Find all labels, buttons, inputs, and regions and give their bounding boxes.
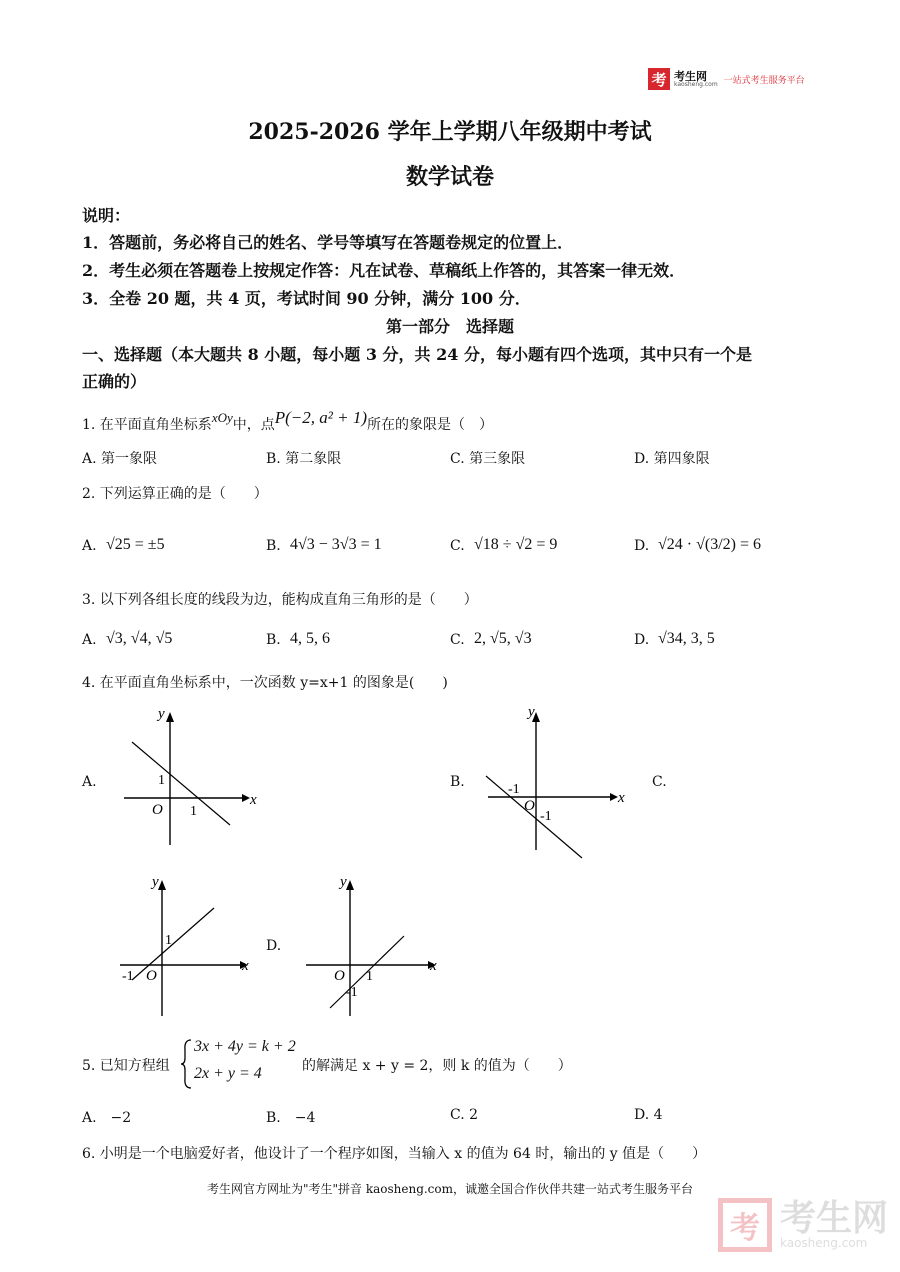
q5-option-c: C. 2	[450, 1107, 479, 1123]
q1-option-a: A. 第一象限	[82, 451, 158, 467]
x-intercept-label: 1	[190, 804, 197, 819]
y-label: y	[528, 704, 535, 720]
logo-url: kaosheng.com	[674, 80, 718, 88]
q1-xoy: xOy	[211, 410, 233, 425]
x-label: x	[430, 958, 437, 974]
exam-subtitle: 数学试卷	[405, 164, 494, 190]
q3-option-b-label: B.	[266, 632, 281, 648]
q1-point: P(−2, a² + 1)	[274, 408, 367, 427]
x-label: x	[250, 792, 257, 808]
instruction-item: 2．考生必须在答题卷上按规定作答：凡在试卷、草稿纸上作答的，其答案一律无效．	[82, 261, 686, 280]
q3-option-d-label: D.	[634, 632, 650, 648]
q2-option-d-label: D.	[634, 538, 650, 554]
q3-option-b: 4, 5, 6	[290, 630, 330, 647]
instruction-item: 3．全卷 20 题，共 4 页，考试时间 90 分钟，满分 100 分．	[82, 289, 531, 308]
q2-option-c: √18 ÷ √2 = 9	[474, 536, 558, 553]
q5-option-a: A. −2	[82, 1110, 132, 1126]
x-intercept-label: 1	[366, 969, 373, 984]
q2-option-a: √25 = ±5	[106, 536, 165, 553]
y-intercept-label: 1	[165, 933, 172, 948]
q4-graph-c	[110, 868, 270, 1018]
q5-brace	[180, 1038, 194, 1090]
q3-option-c-label: C.	[450, 632, 465, 648]
q2-option-a-label: A.	[82, 538, 97, 554]
watermark-mark: 考	[718, 1198, 772, 1252]
x-label: x	[618, 790, 625, 806]
y-intercept-label: -1	[346, 985, 358, 1000]
q3-option-a: √3, √4, √5	[106, 630, 173, 647]
part-title: 第一部分 选择题	[385, 317, 514, 336]
y-intercept-label: 1	[158, 773, 165, 788]
q4-option-d-label: D.	[266, 938, 282, 954]
function-line	[132, 908, 214, 980]
question-2: 2. 下列运算正确的是（ ）	[82, 486, 268, 502]
x-intercept-label: -1	[122, 969, 134, 984]
q4-graph-a	[110, 700, 280, 850]
question-3: 3. 以下列各组长度的线段为边，能构成直角三角形的是（ ）	[82, 592, 478, 608]
y-label: y	[340, 874, 347, 890]
origin-label: O	[524, 798, 535, 814]
function-line	[486, 776, 582, 858]
q2-option-b-label: B.	[266, 538, 281, 554]
x-label: x	[242, 958, 249, 974]
watermark-name: 考生网	[780, 1198, 889, 1239]
q1-option-d: D. 第四象限	[634, 451, 710, 467]
origin-label: O	[146, 968, 157, 984]
origin-label: O	[152, 802, 163, 818]
q5-equation-1: 3x + 4y = k + 2	[194, 1038, 296, 1055]
exam-title: 2025-2026 学年上学期八年级期中考试	[248, 119, 652, 145]
watermark	[718, 1198, 888, 1252]
q1-stem-c: 所在的象限是（ ）	[367, 417, 493, 433]
x-arrow	[242, 794, 250, 802]
question-4: 4. 在平面直角坐标系中，一次函数 y=x+1 的图象是( )	[82, 675, 448, 691]
q2-option-b: 4√3 − 3√3 = 1	[290, 536, 382, 553]
page-footer: 考生网官方网址为"考生"拼音 kaosheng.com，诚邀全国合作伙伴共建一站式考生服务平台	[206, 1182, 694, 1196]
section-heading: 一、选择题（本大题共 8 小题，每小题 3 分，共 24 分，每小题有四个选项，其中只有一个是	[82, 345, 752, 364]
q2-option-c-label: C.	[450, 538, 465, 554]
x-intercept-label: -1	[508, 782, 520, 797]
logo-mark: 考	[648, 68, 670, 90]
q2-option-d: √24 · √(3/2) = 6	[658, 536, 762, 553]
q4-graph-d	[296, 868, 456, 1018]
q5-equation-2: 2x + y = 4	[194, 1065, 262, 1082]
x-arrow	[610, 793, 618, 801]
instruction-item: 1．答题前，务必将自己的姓名、学号等填写在答题卷规定的位置上．	[82, 233, 574, 252]
q4-graph-b	[470, 700, 650, 865]
function-line	[132, 742, 230, 825]
q5-option-b: B. −4	[266, 1110, 316, 1126]
y-arrow	[158, 880, 166, 890]
q5-stem-a: 5. 已知方程组	[82, 1058, 170, 1074]
q3-option-d: √34, 3, 5	[658, 630, 715, 647]
brand-logo	[648, 68, 805, 90]
instructions-label: 说明：	[82, 206, 131, 225]
y-label: y	[152, 874, 159, 890]
y-arrow	[346, 880, 354, 890]
y-arrow	[166, 712, 174, 722]
q5-stem-b: 的解满足 x + y = 2，则 k 的值为（ ）	[302, 1058, 572, 1074]
q3-option-a-label: A.	[82, 632, 97, 648]
q1-option-c: C. 第三象限	[450, 451, 526, 467]
q3-option-c: 2, √5, √3	[474, 630, 532, 647]
q4-option-a-label: A.	[82, 774, 97, 790]
y-label: y	[158, 706, 165, 722]
section-heading-cont: 正确的）	[82, 372, 147, 391]
logo-slogan: 一站式考生服务平台	[723, 75, 805, 86]
q1-stem-a: 1. 在平面直角坐标系	[82, 417, 212, 433]
question-1	[82, 408, 493, 434]
q1-stem-b: 中，点	[232, 417, 275, 433]
origin-label: O	[334, 968, 345, 984]
q1-option-b: B. 第二象限	[266, 451, 342, 467]
q4-option-c-label: C.	[652, 774, 667, 790]
logo-name: 考生网	[674, 69, 707, 83]
y-intercept-label: -1	[540, 809, 552, 824]
q5-option-d: D. 4	[634, 1107, 663, 1123]
question-6: 6. 小明是一个电脑爱好者，他设计了一个程序如图，当输入 x 的值为 64 时，输出的 y 值是（ ）	[82, 1146, 707, 1162]
q4-option-b-label: B.	[450, 774, 465, 790]
watermark-url: kaosheng.com	[780, 1236, 868, 1250]
